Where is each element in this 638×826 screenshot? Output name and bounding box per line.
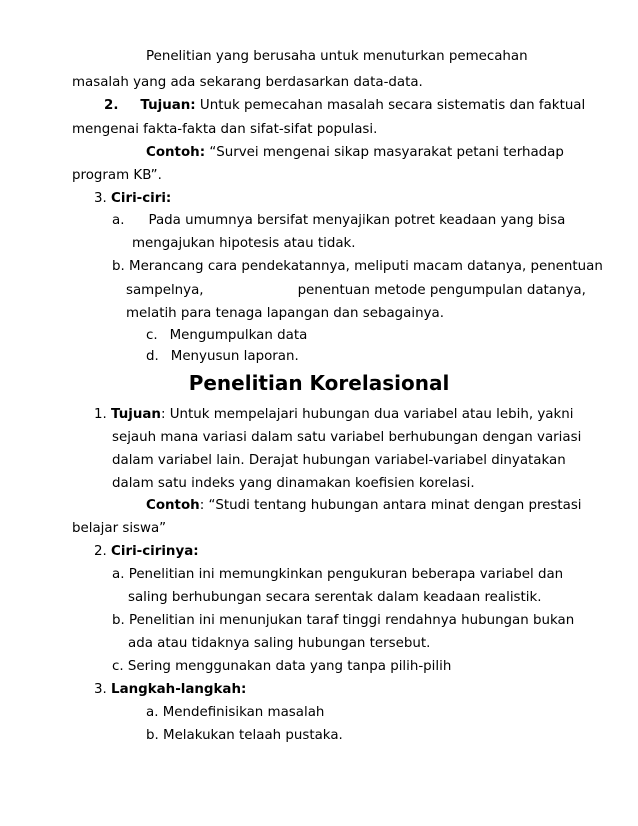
paragraph-line: masalah yang ada sekarang berdasarkan data-data. [72,75,423,90]
list-item-ciri [94,190,171,208]
item-label: Ciri-ciri: [111,191,172,206]
example-label: Contoh [146,498,200,513]
section-heading: Penelitian Korelasional [188,371,450,395]
sub-item-b: b. Penelitian ini menunjukan taraf tinggi rendahnya hubungan bukan [112,613,575,628]
example-text: : “Studi tentang hubungan antara minat dengan prestasi [199,498,582,513]
sub-item-b: b. Melakukan telaah pustaka. [146,728,343,743]
list-item-tujuan [104,97,585,115]
example-label: Contoh: [146,145,206,160]
paragraph-line: sampelnya, penentuan metode pengumpulan datanya, [126,283,586,298]
sub-item-marker: c. [146,328,158,343]
sub-item-d [146,348,299,366]
example-line [146,144,564,162]
sub-item-text: Pada umumnya bersifat menyajikan potret keadaan yang bisa [148,213,566,228]
paragraph-line: dalam satu indeks yang dinamakan koefisien korelasi. [112,476,475,491]
sub-item-a: a. Mendefinisikan masalah [146,705,325,720]
sub-item-c: c. Sering menggunakan data yang tanpa pilih-pilih [112,659,452,674]
sub-item-a [112,212,565,230]
list-item-langkah [94,681,246,699]
item-text: : Untuk mempelajari hubungan dua variabel atau lebih, yakni [160,407,574,422]
paragraph-line: ada atau tidaknya saling hubungan tersebut. [128,636,431,651]
sub-item-a: a. Penelitian ini memungkinkan pengukuran beberapa variabel dan [112,567,564,582]
list-number: 3. [94,191,107,206]
item-label: Ciri-cirinya: [111,544,199,559]
paragraph-line: Penelitian yang berusaha untuk menuturkan pemecahan [146,49,528,64]
sub-item-b: b. Merancang cara pendekatannya, meliputi macam datanya, penentuan [112,259,603,274]
list-number: 2. [94,544,107,559]
sub-item-text: Menyusun laporan. [170,349,299,364]
paragraph-line: belajar siswa” [72,521,167,536]
paragraph-line: saling berhubungan secara serentak dalam keadaan realistik. [128,590,542,605]
paragraph-line: dalam variabel lain. Derajat hubungan variabel-variabel dinyatakan [112,453,566,468]
sub-item-text: Mengumpulkan data [169,328,308,343]
item-label: Langkah-langkah: [111,682,247,697]
sub-item-marker: d. [146,349,159,364]
sub-item-c [146,327,307,345]
item-label: Tujuan [111,407,161,422]
paragraph-line: sejauh mana variasi dalam satu variabel berhubungan dengan variasi [112,430,582,445]
list-number: 1. [94,407,107,422]
list-number: 2. [104,98,119,113]
paragraph-line: melatih para tenaga lapangan dan sebagainya. [126,306,444,321]
paragraph-line: mengenai fakta-fakta dan sifat-sifat populasi. [72,122,378,137]
paragraph-line: mengajukan hipotesis atau tidak. [132,236,356,251]
list-item-tujuan [94,406,573,424]
sub-item-marker: a. [112,213,125,228]
item-label: Tujuan: [140,98,196,113]
example-text: “Survei mengenai sikap masyarakat petani terhadap [205,145,564,160]
list-item-ciri [94,543,199,561]
example-line [146,497,582,515]
list-number: 3. [94,682,107,697]
item-text: Untuk pemecahan masalah secara sistematis dan faktual [195,98,586,113]
paragraph-line: program KB”. [72,168,162,183]
